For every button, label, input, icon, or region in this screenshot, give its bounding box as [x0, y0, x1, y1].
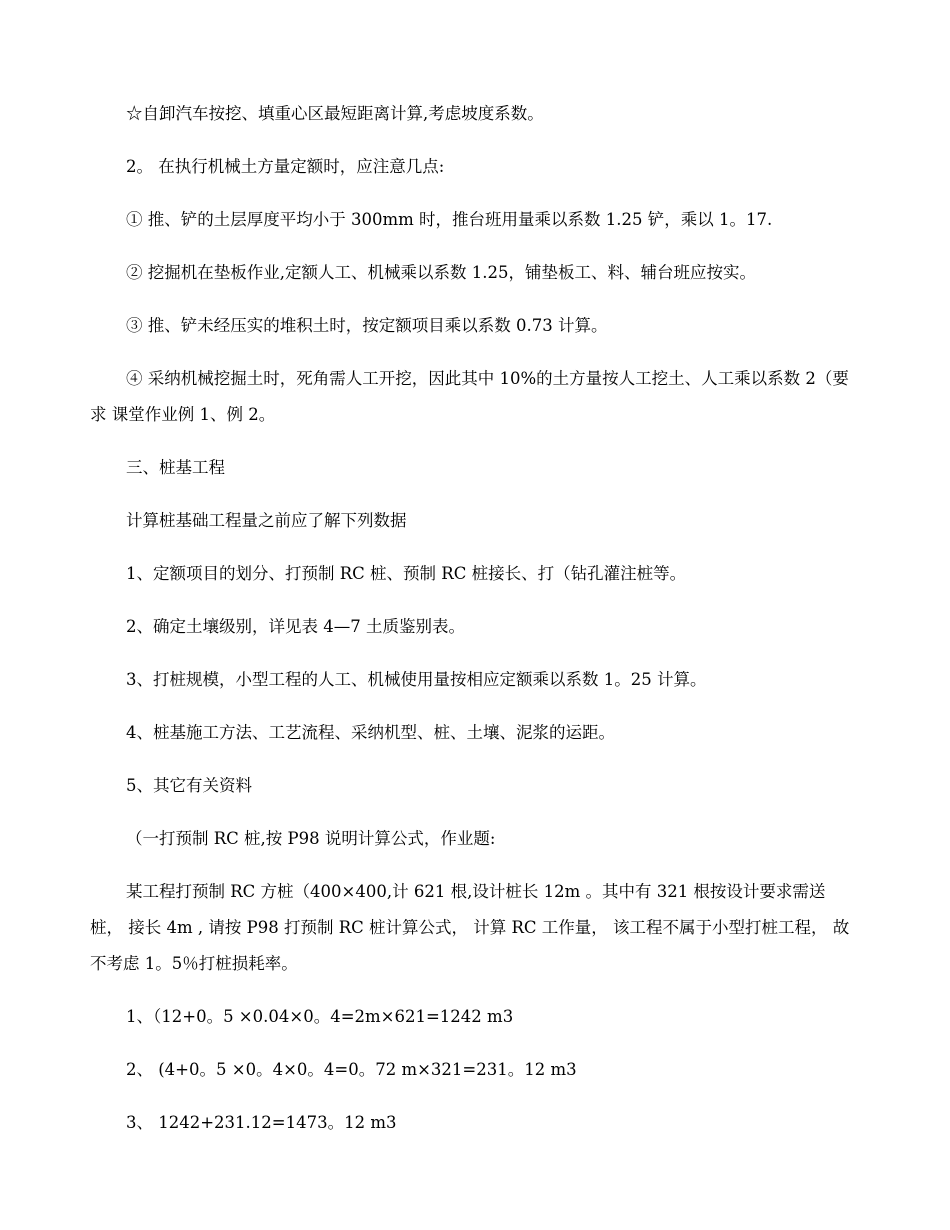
- paragraph-pile-list-4: 4、桩基施工方法、工艺流程、采纳机型、桩、土壤、泥浆的运距。: [126, 723, 615, 742]
- paragraph-dump-truck-note: ☆自卸汽车按挖、填重心区最短距离计算,考虑坡度系数。: [126, 104, 544, 123]
- paragraph-item-3: ③ 推、铲未经压实的堆积土时，按定额项目乘以系数 0.73 计算。: [126, 316, 608, 335]
- section-heading-pile-foundation: 三、桩基工程: [126, 458, 225, 477]
- paragraph-item-4: ④ 采纳机械挖掘土时，死角需人工开挖，因此其中 10%的土方量按人工挖土、人工乘以系数 2（要求 课堂作业例 1、例 2。: [90, 369, 849, 424]
- paragraph-calc-step-3: 3、 1242+231.12=1473。12 m3: [126, 1113, 397, 1132]
- paragraph-calc-step-1: 1、（12+0。5 ×0.04×0。4=2m×621=1242 m3: [126, 1007, 514, 1026]
- paragraph-exercise-statement: 某工程打预制 RC 方桩（400×400,计 621 根,设计桩长 12m 。其中有 321 根按设计要求需送桩， 接长 4m , 请按 P98 打预制 RC 桩计算公式， 计算 RC 工作量， 该工程不属于小型打桩工程， 故不考虑 1。5％打桩损耗率。: [90, 882, 850, 973]
- paragraph-pile-list-1: 1、定额项目的划分、打预制 RC 桩、预制 RC 桩接长、打（钻孔灌注桩等。: [126, 564, 687, 583]
- paragraph-calc-step-2: 2、 (4+0。5 ×0。4×0。4=0。72 m×321=231。12 m3: [126, 1060, 577, 1079]
- paragraph-pile-intro: 计算桩基础工程量之前应了解下列数据: [126, 511, 407, 530]
- paragraph-pile-list-2: 2、确定土壤级别，详见表 4—7 土质鉴别表。: [126, 617, 465, 636]
- paragraph-precast-pile-heading: （一打预制 RC 桩,按 P98 说明计算公式，作业题:: [126, 829, 496, 848]
- paragraph-machine-earthwork-heading: 2。 在执行机械土方量定额时，应注意几点:: [126, 157, 445, 176]
- paragraph-item-1: ① 推、铲的土层厚度平均小于 300mm 时，推台班用量乘以系数 1.25 铲，乘以 1。17.: [126, 210, 773, 229]
- paragraph-pile-list-5: 5、其它有关资料: [126, 776, 252, 795]
- paragraph-pile-list-3: 3、打桩规模，小型工程的人工、机械使用量按相应定额乘以系数 1。25 计算。: [126, 670, 707, 689]
- paragraph-item-2: ② 挖掘机在垫板作业,定额人工、机械乘以系数 1.25，铺垫板工、料、辅台班应按实。: [126, 263, 756, 282]
